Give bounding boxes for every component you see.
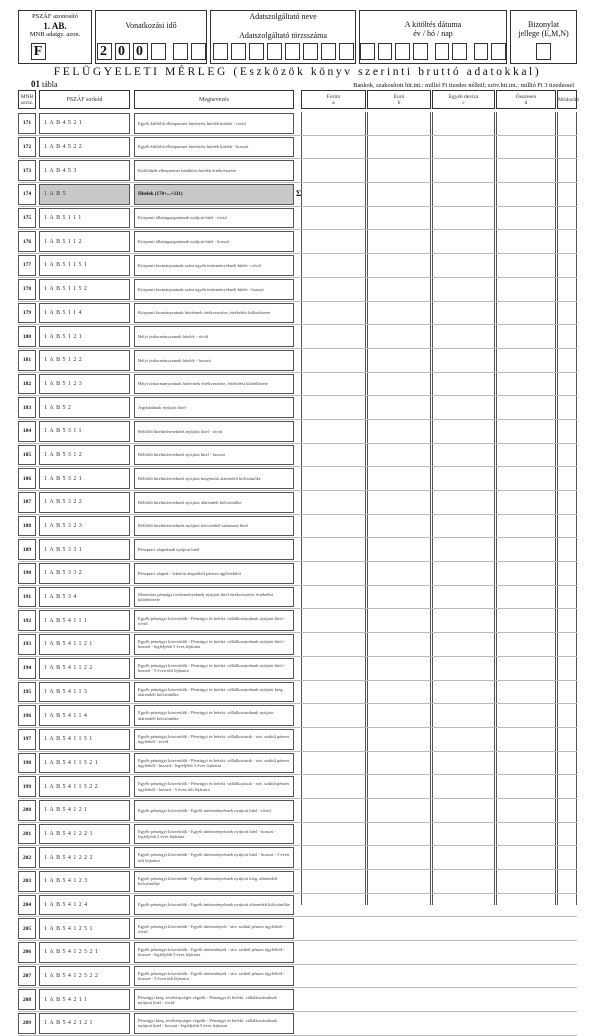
table-word: tábla — [42, 80, 58, 89]
row-number: 203 — [18, 871, 36, 892]
provider-id-cell[interactable] — [321, 43, 336, 60]
row-code: 1AB541122 — [39, 658, 130, 679]
table-rows — [18, 112, 577, 1036]
time-cell[interactable] — [191, 43, 206, 60]
row-number: 186 — [18, 468, 36, 489]
table-row — [18, 396, 577, 420]
table-row — [18, 183, 577, 207]
table-row — [18, 609, 577, 633]
date-format-label: év / hó / nap — [413, 29, 453, 38]
row-number: 200 — [18, 800, 36, 821]
row-code: 1AB5111 — [39, 208, 130, 229]
table-row — [18, 159, 577, 183]
report-label: Bizonylat — [527, 20, 560, 29]
col-header-euro-label: Euró — [393, 93, 405, 100]
row-description: Pénzpiaci alapok - lekötött alapokból pénzes ügyletekből — [134, 563, 294, 584]
units-note: Bankok, szakosított hit.int.: millió Ft tizedes nélkül; szöv.hit.int.: millió Ft 3 tizedessel — [353, 82, 574, 89]
row-description: Egyéb pénzügyi közvetítők - Pénzügyi és befekt. vállalkozásoknak nyújtott alárendelt kölcsöntőke — [134, 705, 294, 726]
row-description: Egyéb pénzügyi közvetítők - Egyéb intézmények - sttv. szükül pénzes ügyletből - hosszú - 5 éven túli lejáratra — [134, 966, 294, 987]
col-header-other-label: Egyéb deviza — [448, 93, 479, 100]
row-description: Egyéb pénzügyi közvetítők - Pénzügyi és befekt. vállalkozások - sttv. szükül pénzes ügyletből - hosszú - 5 éven túli lejáratra — [134, 776, 294, 797]
row-description: Egyéb pénzügyi közvetítők - Pénzügyi és befekt. vállalkozások - sttv. szükül pénzes ügyletből - rövid — [134, 729, 294, 750]
date-cell[interactable] — [378, 43, 393, 60]
row-number: 205 — [18, 918, 36, 939]
report-type-cell[interactable] — [536, 43, 551, 60]
row-number: 190 — [18, 563, 36, 584]
date-cell[interactable] — [413, 43, 428, 60]
row-description: Egyéb pénzügyi közvetítők - Egyéb intézmények - sttv. szükül pénzes ügyletből - rövid — [134, 918, 294, 939]
row-description: Egyéb pénzügyi közvetítők - Pénzügyi és befekt. vállalkozásoknak nyújtott kieg. alárendelt kölcsöntőke — [134, 682, 294, 703]
col-header-code: PSZÁF sorkód — [39, 90, 130, 109]
table-row — [18, 870, 577, 894]
date-cell[interactable] — [474, 43, 489, 60]
row-description: Központi kormányzatnak hiteleinek értékvesztése, értékelési különbözete — [134, 303, 294, 324]
table-row — [18, 112, 577, 136]
row-number: 179 — [18, 303, 36, 324]
table-row — [18, 586, 577, 610]
row-description: Egyéb pénzügyi közvetítők - Pénzügyi és befekt. vállalkozásoknak nyújtott hitel - hosszú - legfeljebb 5 éves lejáratra — [134, 634, 294, 655]
row-description: Helyi önkormányzatnak hitelek - rövid — [134, 326, 294, 347]
table-row — [18, 302, 577, 326]
row-description: Egyéb pénzügyi közvetítők - Pénzügyi és befekt. vállalkozásoknak nyújtott hitel - rövid — [134, 610, 294, 631]
fill-date-box — [359, 10, 507, 64]
table-row — [18, 491, 577, 515]
sum-marker: Σ — [296, 189, 302, 199]
row-description: Központi államigazgatásnak nyújtott hitel - hosszú — [134, 231, 294, 252]
provider-id-cell[interactable] — [303, 43, 318, 60]
row-code: 1AB5112 — [39, 231, 130, 252]
table-row — [18, 728, 577, 752]
row-code: 1AB5122 — [39, 350, 130, 371]
provider-name-label: Adatszolgáltató neve — [249, 12, 317, 21]
time-cell[interactable] — [151, 43, 166, 60]
row-number: 182 — [18, 374, 36, 395]
row-number: 175 — [18, 208, 36, 229]
form-code: 1. AB. — [43, 21, 67, 31]
row-description: Belföldi hitelintézeteknek nyújtott kiegészítő alárendelt kölcsöntőke — [134, 468, 294, 489]
row-number: 172 — [18, 137, 36, 158]
date-cell[interactable] — [395, 43, 410, 60]
row-number: 206 — [18, 942, 36, 963]
row-code: 1AB54113 — [39, 682, 130, 703]
table-row — [18, 704, 577, 728]
provider-id-cell[interactable] — [267, 43, 282, 60]
mnb-label: MNB adatgy. azon. — [29, 31, 81, 38]
row-description: Egyéb külföldi ellenpartner hitelezési hitelek hitelek - rövid — [134, 113, 294, 134]
row-code: 1AB5412521 — [39, 942, 130, 963]
row-code: 1AB5114 — [39, 303, 130, 324]
table-number: 01 — [31, 79, 40, 89]
row-code: 1AB5321 — [39, 468, 130, 489]
row-code: 1AB453 — [39, 160, 130, 181]
row-number: 176 — [18, 231, 36, 252]
table-row — [18, 207, 577, 231]
row-code: 1AB54211 — [39, 989, 130, 1010]
row-description: Pénzpiaci alapoknak nyújtott hitel — [134, 539, 294, 560]
row-code: 1AB5411521 — [39, 753, 130, 774]
row-number: 191 — [18, 587, 36, 608]
row-number: 181 — [18, 350, 36, 371]
report-type-box — [510, 10, 577, 64]
row-number: 180 — [18, 326, 36, 347]
row-description: Egyéb pénzügyi közvetítők - Egyéb intézményeknek nyújtott kieg. alárendelt kölcsöntőke — [134, 871, 294, 892]
row-description: Egyéb pénzügyi közvetítők - Egyéb intézményeknek nyújtott hitel - rövid — [134, 800, 294, 821]
row-number: 184 — [18, 421, 36, 442]
provider-id-cell[interactable] — [213, 43, 228, 60]
row-description: Központi kormányzatnak szánt egyéb intézményeknek hitele - hosszú — [134, 279, 294, 300]
table-row — [18, 633, 577, 657]
col-header-total-letter: d — [524, 99, 528, 106]
row-number: 187 — [18, 492, 36, 513]
row-code: 1AB51151 — [39, 255, 130, 276]
row-number: 183 — [18, 397, 36, 418]
table-row — [18, 965, 577, 989]
row-description: Központi kormányzatnak szánt egyéb intézményeknek hitele - rövid — [134, 255, 294, 276]
date-cell[interactable] — [491, 43, 506, 60]
row-number: 196 — [18, 705, 36, 726]
provider-id-cell[interactable] — [339, 43, 354, 60]
row-number: 194 — [18, 658, 36, 679]
table-row — [18, 657, 577, 681]
row-number: 188 — [18, 516, 36, 537]
provider-id-cell[interactable] — [231, 43, 246, 60]
row-description: Belföldi hitelintézeteknek nyújtott hitel - hosszú — [134, 445, 294, 466]
row-code: 1AB54124 — [39, 895, 130, 916]
table-row — [18, 515, 577, 539]
row-description: Pénzügyi kieg. tevékenységet végzők - Pénzügyi és befekt. vállalkozásoknak nyújtott hitel - rövid — [134, 989, 294, 1010]
pszaf-id-box — [18, 10, 92, 64]
row-description: Pénzügyi kieg. tevékenységet végzők - Pénzügyi és befekt. vállalkozásoknak nyújtott hitel - hosszú - legfeljebb 5 éves lejáratra — [134, 1013, 294, 1034]
table-row — [18, 562, 577, 586]
time-cell[interactable] — [173, 43, 188, 60]
row-number: 201 — [18, 824, 36, 845]
table-row — [18, 941, 577, 965]
row-code: 1AB5121 — [39, 326, 130, 347]
pszaf-label: PSZÁF azonosító — [31, 13, 79, 20]
table-label — [31, 79, 58, 89]
row-number: 193 — [18, 634, 36, 655]
row-code: 1AB5311 — [39, 421, 130, 442]
row-number: 171 — [18, 113, 36, 134]
col-header-desc: Megnevezés — [134, 90, 294, 109]
row-code: 1AB5332 — [39, 563, 130, 584]
row-code: 1AB541151 — [39, 729, 130, 750]
time-cell[interactable]: 0 — [133, 43, 148, 60]
row-code: 1AB4521 — [39, 113, 130, 134]
table-row — [18, 799, 577, 823]
row-number: 208 — [18, 989, 36, 1010]
row-number: 197 — [18, 729, 36, 750]
row-description: Egyéb pénzügyi közvetítők - Egyéb intézmények - sttv. szükül pénzes ügyletből - hosszú - legfeljebb 5 éves lejáratra — [134, 942, 294, 963]
col-header-other-currency — [432, 90, 495, 109]
time-cell[interactable]: 0 — [115, 43, 130, 60]
row-code: 1AB54121 — [39, 800, 130, 821]
provider-box — [210, 10, 356, 64]
row-code: 1AB542121 — [39, 1013, 130, 1034]
row-code: 1AB541121 — [39, 634, 130, 655]
table-row — [18, 775, 577, 799]
table-row — [18, 467, 577, 491]
row-number: 207 — [18, 966, 36, 987]
row-description: Egyéb pénzügyi közvetítők - Egyéb intézményeknek nyújtott hitel - hosszú - 5 éven túli lejáratra — [134, 847, 294, 868]
row-number: 195 — [18, 682, 36, 703]
row-number: 198 — [18, 753, 36, 774]
provider-id-cell[interactable] — [285, 43, 300, 60]
row-code: 1AB5312 — [39, 445, 130, 466]
row-description: Belföldi hitelintézeteknek nyújtott hitel - rövid — [134, 421, 294, 442]
row-number: 202 — [18, 847, 36, 868]
table-row — [18, 278, 577, 302]
row-code: 1AB541222 — [39, 847, 130, 868]
row-number: 185 — [18, 445, 36, 466]
col-header-euro-letter: b — [397, 99, 401, 106]
row-description: Belföldi hitelintézeteknek nyújtott kölcsönből származó hitel — [134, 516, 294, 537]
row-number: 199 — [18, 776, 36, 797]
table-row — [18, 988, 577, 1012]
row-code: 1AB5411522 — [39, 776, 130, 797]
provider-id-cell[interactable] — [249, 43, 264, 60]
date-cell[interactable] — [435, 43, 450, 60]
table-row — [18, 230, 577, 254]
table-row — [18, 846, 577, 870]
row-number: 173 — [18, 160, 36, 181]
row-code: 1AB4522 — [39, 137, 130, 158]
row-description: Központi államigazgatásnak nyújtott hitel - rövid — [134, 208, 294, 229]
row-number: 174 — [18, 184, 36, 205]
row-description: Hitelek (178+...+331) — [134, 184, 294, 205]
row-code: 1AB534 — [39, 587, 130, 608]
table-row — [18, 349, 577, 373]
row-code: 1AB541221 — [39, 824, 130, 845]
row-code: 1AB5412522 — [39, 966, 130, 987]
report-type-label: jellege (E,M,N) — [518, 29, 569, 38]
row-code: 1AB5123 — [39, 374, 130, 395]
row-code: 1AB54123 — [39, 871, 130, 892]
table-row — [18, 823, 577, 847]
row-description: Egyéb pénzügyi közvetítők - Egyéb intézményeknek nyújtott alárendelt kölcsöntőke — [134, 895, 294, 916]
mnb-cell[interactable]: F — [31, 43, 46, 60]
row-number: 177 — [18, 255, 36, 276]
row-description: Egyéb pénzügyi közvetítők - Pénzügyi és befekt. vállalkozásoknak nyújtott hitel - hosszú - 5 éven túli lejáratra — [134, 658, 294, 679]
table-row — [18, 254, 577, 278]
row-description: Külföldiek ellenpartner bankközi hitelek értékvesztése — [134, 160, 294, 181]
row-description: Helyi önkormányzatnak hiteleinek értékvesztése, értékelési különbözete — [134, 374, 294, 395]
table-row — [18, 538, 577, 562]
row-number: 209 — [18, 1013, 36, 1034]
col-header-total-label: Összesen — [515, 93, 537, 100]
row-description: Monetáris pénzügyi intézményeknek nyújtott hitel értékvesztése, értékelési különbözete — [134, 587, 294, 608]
col-header-forint-letter: a — [332, 99, 335, 106]
page-title: FELÜGYELETI MÉRLEG (Eszközök könyv szerinti bruttó adatokkal) — [53, 66, 542, 78]
balance-table — [18, 90, 580, 1029]
table-row — [18, 894, 577, 918]
row-code: 1AB51152 — [39, 279, 130, 300]
time-cell[interactable]: 2 — [97, 43, 112, 60]
table-row — [18, 917, 577, 941]
form-header — [18, 10, 577, 64]
time-label: Vonatkozási idő — [125, 21, 177, 30]
row-code: 1AB54114 — [39, 705, 130, 726]
table-row — [18, 373, 577, 397]
row-description: Egyéb pénzügyi közvetítők - Egyéb intézményeknek nyújtott hitel - hosszú - legfeljebb 5 éves lejáratra — [134, 824, 294, 845]
table-row — [18, 325, 577, 349]
row-code: 1AB5 — [39, 184, 130, 205]
date-cell[interactable] — [360, 43, 375, 60]
row-description: Jegybanknak nyújtott hitel — [134, 397, 294, 418]
row-code: 1AB541251 — [39, 918, 130, 939]
date-label: A kitöltés dátuma — [404, 20, 462, 29]
col-header-forint — [301, 90, 366, 109]
row-code: 1AB52 — [39, 397, 130, 418]
row-description: Helyi önkormányzatnak hitelek - hosszú — [134, 350, 294, 371]
row-number: 178 — [18, 279, 36, 300]
table-row — [18, 681, 577, 705]
row-description: Egyéb külföldi ellenpartner hitelezési hitelek hitelek - hosszú — [134, 137, 294, 158]
table-row — [18, 136, 577, 160]
reference-time-box — [95, 10, 207, 64]
table-row — [18, 444, 577, 468]
row-description: Egyéb pénzügyi közvetítők - Pénzügyi és befekt. vállalkozások - sttv. szükül pénzes ügyletből - hosszú - legfeljebb 5 éves lejáratra — [134, 753, 294, 774]
row-code: 1AB5331 — [39, 539, 130, 560]
col-header-other-letter: c — [462, 99, 465, 106]
col-header-num: MNB sorsz. — [18, 90, 36, 109]
col-header-modifier: Módosító — [557, 90, 577, 109]
row-number: 189 — [18, 539, 36, 560]
provider-id-label: Adatszolgáltató törzsszáma — [239, 31, 327, 40]
row-code: 1AB5322 — [39, 492, 130, 513]
table-row — [18, 420, 577, 444]
row-number: 192 — [18, 610, 36, 631]
row-description: Belföldi hitelintézeteknek nyújtott alárendelt kölcsöntőke — [134, 492, 294, 513]
table-row — [18, 1012, 577, 1036]
row-code: 1AB54111 — [39, 610, 130, 631]
date-cell[interactable] — [452, 43, 467, 60]
row-code: 1AB5323 — [39, 516, 130, 537]
col-header-total — [496, 90, 556, 109]
col-header-forint-label: Forint — [326, 93, 341, 100]
table-row — [18, 752, 577, 776]
col-header-euro — [367, 90, 431, 109]
row-number: 204 — [18, 895, 36, 916]
